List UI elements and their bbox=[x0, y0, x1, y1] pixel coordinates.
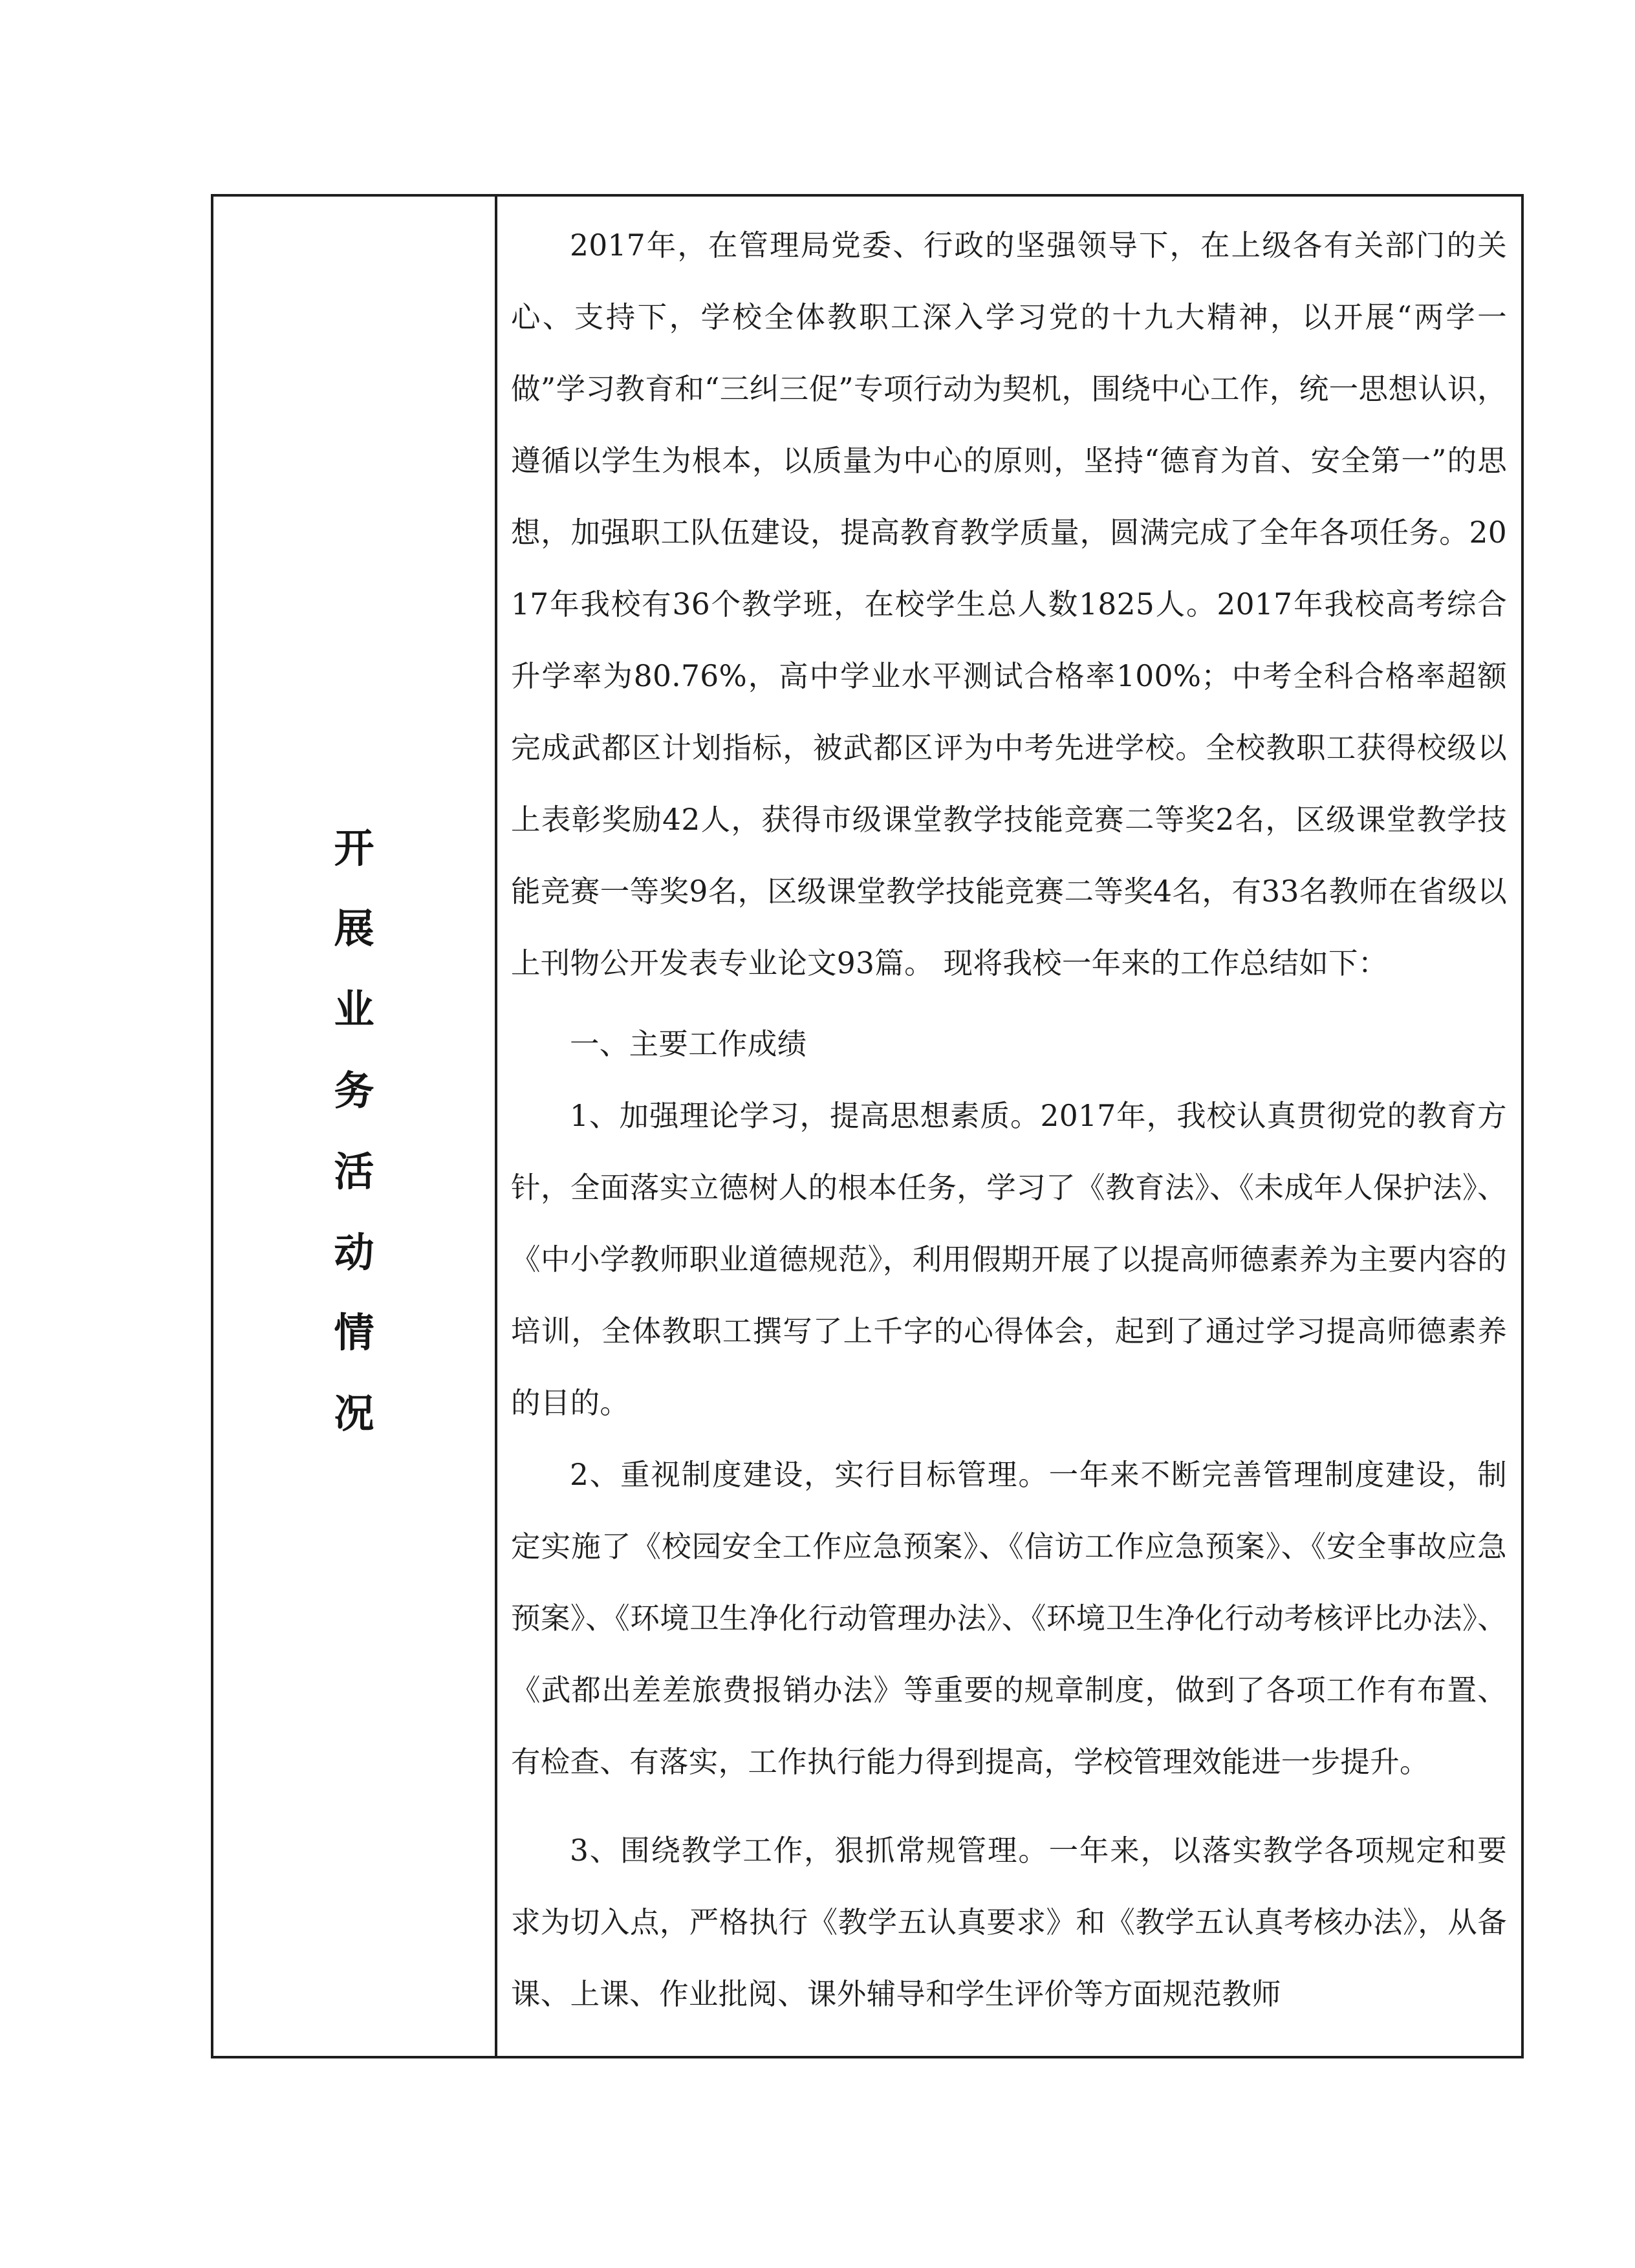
section-label-char: 展 bbox=[334, 905, 374, 952]
column-divider bbox=[495, 194, 497, 2058]
section-label-char: 情 bbox=[334, 1309, 374, 1356]
activity-content bbox=[511, 197, 1507, 2030]
section-label bbox=[213, 197, 495, 2056]
item-paragraph: 3、围绕教学工作，狠抓常规管理。一年来，以落实教学各项规定和要求为切入点，严格执行《教学五认真要求》和《教学五认真考核办法》，从备课、上课、作业批阅、课外辅导和学生评价等方面规范教师 bbox=[511, 1833, 1507, 2011]
section-label-char: 开 bbox=[334, 825, 374, 872]
section-label-char: 动 bbox=[334, 1229, 374, 1276]
intro-paragraph: 2017年，在管理局党委、行政的坚强领导下，在上级各有关部门的关心、支持下，学校全体教职工深入学习党的十九大精神，以开展“两学一做”学习教育和“三纠三促”专项行动为契机，围绕中心工作，统一思想认识，遵循以学生为根本，以质量为中心的原则，坚持“德育为首、安全第一”的思想，加强职工队伍建设，提高教育教学质量，圆满完成了全年各项任务。2017年我校有36个教学班，在校学生总人数1825人。2017年我校高考综合升学率为80.76%，高中学业水平测试合格率100%；中考全科合格率超额完成武都区计划指标，被武都区评为中考先进学校。全校教职工获得校级以上表彰奖励42人，获得市级课堂教学技能竞赛二等奖2名，区级课堂教学技能竞赛一等奖9名，区级课堂教学技能竞赛二等奖4名，有33名教师在省级以上刊物公开发表专业论文93篇。 现将我校一年来的工作总结如下： bbox=[511, 228, 1507, 980]
section-label-char: 务 bbox=[334, 1067, 374, 1114]
item-paragraph: 2、重视制度建设，实行目标管理。一年来不断完善管理制度建设，制定实施了《校园安全工作应急预案》、《信访工作应急预案》、《安全事故应急预案》、《环境卫生净化行动管理办法》、《环境卫生净化行动考核评比办法》、《武都出差差旅费报销办法》等重要的规章制度，做到了各项工作有布置、有检查、有落实，工作执行能力得到提高，学校管理效能进一步提升。 bbox=[511, 1458, 1507, 1779]
section-label-char: 况 bbox=[334, 1390, 374, 1437]
section-label-char: 活 bbox=[334, 1148, 374, 1195]
item-paragraph: 1、加强理论学习，提高思想素质。2017年，我校认真贯彻党的教育方针，全面落实立德树人的根本任务，学习了《教育法》、《未成年人保护法》、《中小学教师职业道德规范》，利用假期开展了以提高师德素养为主要内容的培训，全体教职工撰写了上千字的心得体会，起到了通过学习提高师德素养的目的。 bbox=[511, 1099, 1507, 1420]
section-heading: 一、主要工作成绩 bbox=[570, 1027, 807, 1061]
section-label-char: 业 bbox=[334, 986, 374, 1033]
